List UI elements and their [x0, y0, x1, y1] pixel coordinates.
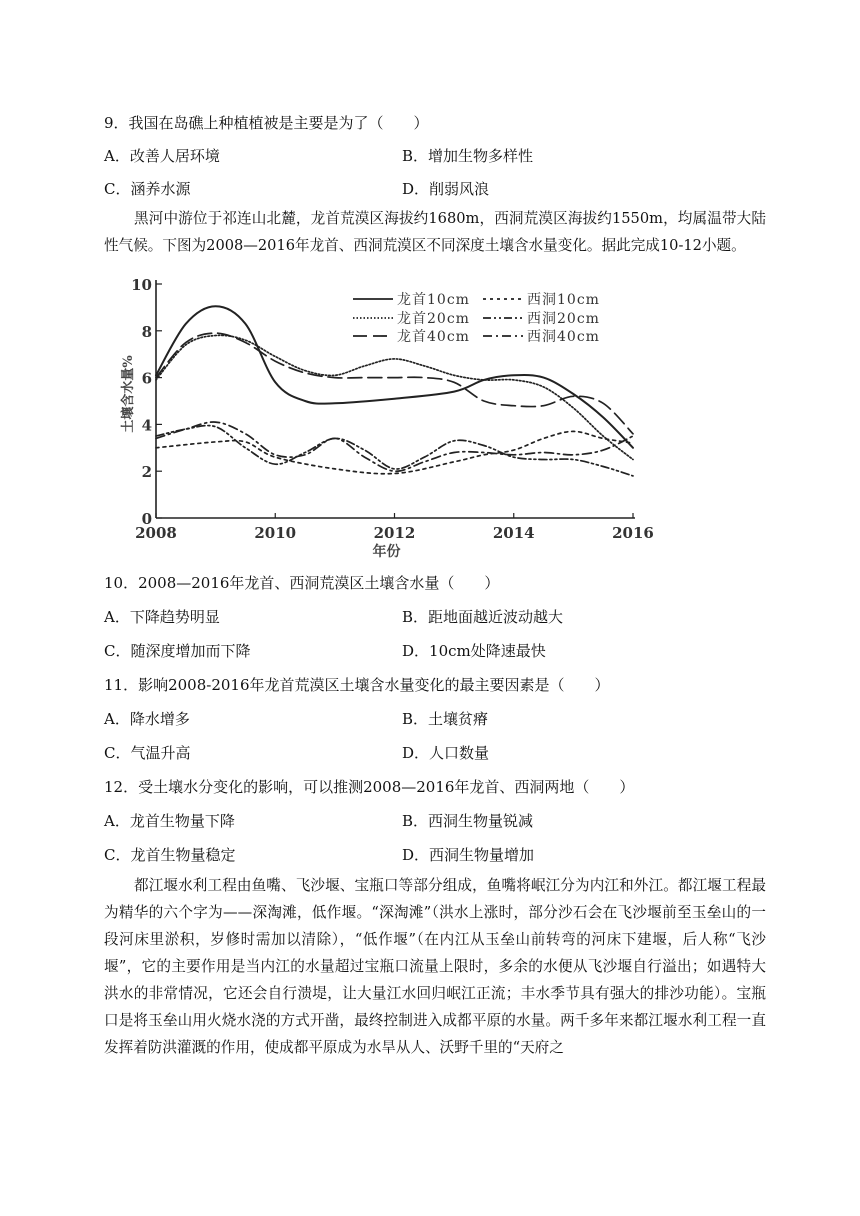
question-10-option-c: C．随深度增加而下降: [104, 642, 251, 660]
passage-dujiangyan-text: 都江堰水利工程由鱼嘴、飞沙堰、宝瓶口等部分组成，鱼嘴将岷江分为内江和外江。都江堰工程最为精华的六个字为——深淘滩，低作堰。“深淘滩”（洪水上涨时，部分沙石会在飞沙堰前至玉垒山的一段河床里淤积，岁修时需加以清除），“低作堰”（在内江从玉垒山前转弯的河床下建堰，后人称“飞沙堰”，它的主要作用是当内江的水量超过宝瓶口流量上限时，多余的水便从飞沙堰自行溢出；如遇特大洪水的非常情况，它还会自行溃堤，让大量江水回归岷江正流；丰水季节具有强大的排沙功能）。宝瓶口是将玉垒山用火烧水浇的方式开凿，最终控制进入成都平原的水量。两千多年来都江堰水利工程一直发挥着防洪灌溉的作用，使成都平原成为水旱从人、沃野千里的“天府之: [104, 877, 766, 1056]
question-11-option-a: A．降水增多: [104, 710, 190, 728]
x-tick-label: 2016: [612, 524, 654, 542]
question-12-option-b: B．西洞生物量锐减: [402, 812, 534, 830]
series-line-6: [156, 422, 633, 471]
series-line-5: [156, 333, 633, 434]
y-tick-label: 6: [141, 369, 152, 388]
question-12-option-a: A．龙首生物量下降: [104, 812, 235, 830]
passage-heihe-text: 黑河中游位于祁连山北麓，龙首荒漠区海拔约1680m，西洞荒漠区海拔约1550m，均属温带大陆性气候。下图为2008—2016年龙首、西洞荒漠区不同深度土壤含水量变化。据此完成10-12小题。: [104, 210, 766, 254]
legend-label-5: 龙首40cm: [397, 329, 470, 345]
y-tick-label: 2: [141, 463, 152, 482]
question-10-option-a: A．下降趋势明显: [104, 608, 220, 626]
question-12-option-c: C．龙首生物量稳定: [104, 846, 236, 864]
question-9-option-a: A．改善人居环境: [104, 147, 220, 165]
question-10-option-d: D．10cm处降速最快: [402, 642, 546, 660]
question-9-option-c: C．涵养水源: [104, 180, 191, 198]
passage-heihe: [104, 205, 766, 259]
question-12-stem: 12．受土壤水分变化的影响，可以推测2008—2016年龙首、西洞两地（ ）: [104, 778, 635, 796]
series-line-2: [156, 431, 633, 473]
y-tick-label: 8: [141, 322, 152, 341]
x-tick-label: 2010: [254, 524, 297, 542]
soil-moisture-chart: [118, 278, 668, 558]
legend-label-2: 西洞10cm: [527, 292, 600, 308]
question-9-option-d: D．削弱风浪: [402, 180, 490, 198]
question-11-option-c: C．气温升高: [104, 744, 191, 762]
passage-dujiangyan: [104, 872, 766, 1061]
y-tick-label: 10: [131, 278, 152, 294]
y-axis-label: 土壤含水量%: [121, 355, 136, 433]
chart-legend: [353, 291, 600, 345]
question-10-stem: 10．2008—2016年龙首、西洞荒漠区土壤含水量（ ）: [104, 574, 500, 592]
legend-label-4: 西洞20cm: [527, 311, 600, 327]
question-11-stem: 11．影响2008-2016年龙首荒漠区土壤含水量变化的最主要因素是（ ）: [104, 676, 610, 694]
x-tick-label: 2008: [135, 524, 177, 542]
legend-label-1: 龙首10cm: [397, 292, 470, 308]
legend-label-6: 西洞40cm: [527, 329, 600, 345]
question-9-stem: 9．我国在岛礁上种植植被是主要是为了（ ）: [104, 114, 429, 132]
x-axis-label: 年份: [372, 544, 401, 558]
question-12-option-d: D．西洞生物量增加: [402, 846, 535, 864]
x-tick-label: 2012: [373, 524, 416, 542]
x-tick-label: 2014: [492, 524, 535, 542]
question-11-option-d: D．人口数量: [402, 744, 490, 762]
question-10-option-b: B．距地面越近波动越大: [402, 608, 564, 626]
legend-label-3: 龙首20cm: [397, 311, 470, 327]
y-tick-label: 4: [141, 416, 152, 435]
question-11-option-b: B．土壤贫瘠: [402, 710, 489, 728]
question-9-option-b: B．增加生物多样性: [402, 147, 534, 165]
y-tick-label: 0: [141, 510, 152, 528]
